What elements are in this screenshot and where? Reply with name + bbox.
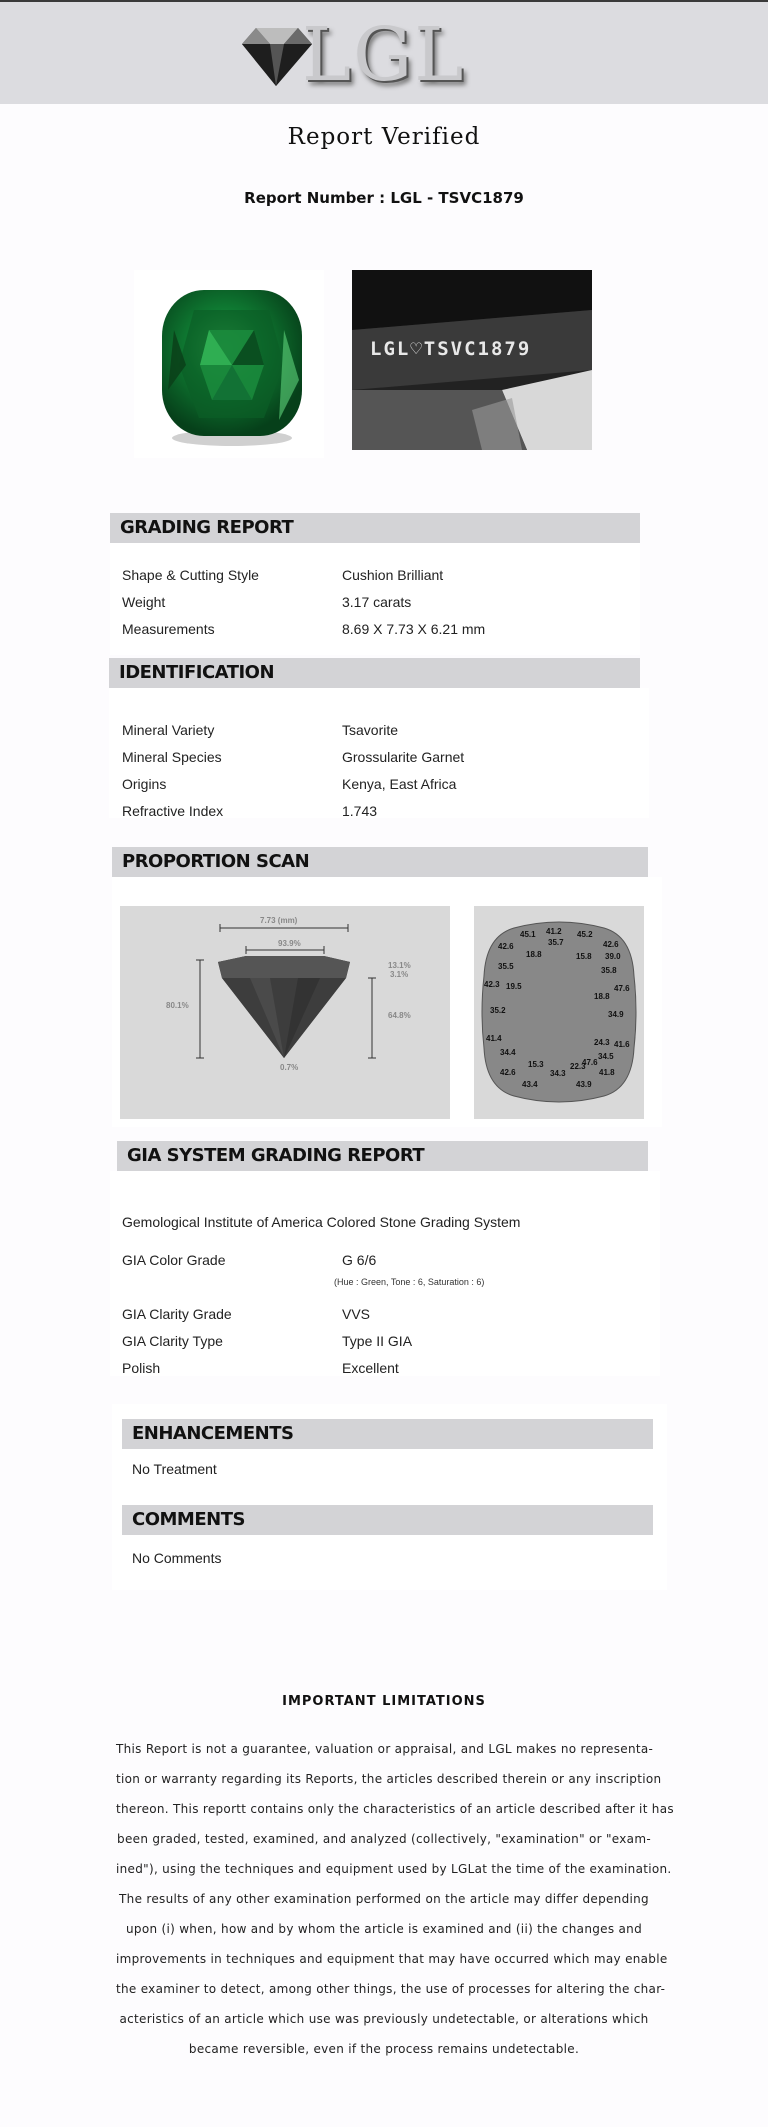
facet-value: 34.4	[500, 1048, 516, 1057]
row-value: 3.17 carats	[342, 594, 412, 610]
row-value: VVS	[342, 1306, 371, 1322]
table-label: 93.9%	[278, 939, 301, 948]
facet-value: 18.8	[526, 950, 542, 959]
row-label: GIA Clarity Type	[122, 1333, 223, 1349]
row-label: GIA Color Grade	[122, 1252, 226, 1268]
section-title: GRADING REPORT	[120, 517, 294, 538]
section-title: ENHANCEMENTS	[132, 1423, 294, 1444]
facet-value: 43.4	[522, 1080, 538, 1089]
facet-value: 15.3	[528, 1060, 544, 1069]
enhancements-header	[122, 1419, 653, 1449]
comments-header	[122, 1505, 653, 1535]
row-label: Origins	[122, 776, 167, 792]
facet-value: 45.2	[577, 930, 593, 939]
limitations-line: the examiner to detect, among other things, the use of processes for altering the char-	[116, 1982, 666, 1996]
facet-value: 42.6	[500, 1068, 516, 1077]
limitations-line: ined"), using the techniques and equipment used by LGLat the time of the examination.	[116, 1862, 672, 1876]
grading-report-header	[110, 513, 640, 543]
facet-value: 47.6	[614, 984, 630, 993]
facet-value: 35.7	[548, 938, 564, 947]
limitations-line: became reversible, even if the process remains undetectable.	[188, 2042, 580, 2056]
total-depth-label: 80.1%	[166, 1001, 189, 1010]
facet-value: 41.6	[614, 1040, 630, 1049]
row-label: Mineral Variety	[122, 722, 215, 738]
facet-value: 35.8	[601, 966, 617, 975]
facet-value: 47.6	[582, 1058, 598, 1067]
enhancements-value: No Treatment	[132, 1461, 217, 1477]
facet-value: 18.8	[594, 992, 610, 1001]
limitations-line: tion or warranty regarding its Reports, the articles described therein or any inscription	[116, 1772, 662, 1786]
facet-value: 41.4	[486, 1034, 502, 1043]
section-title: IDENTIFICATION	[119, 662, 275, 683]
row-label: Polish	[122, 1360, 161, 1376]
row-value: Excellent	[342, 1360, 399, 1376]
row-value: Kenya, East Africa	[342, 776, 457, 792]
facet-value: 34.5	[598, 1052, 614, 1061]
row-value: Type II GIA	[342, 1333, 413, 1349]
facet-value: 39.0	[605, 952, 621, 961]
crown-label-1: 13.1%	[388, 961, 411, 970]
limitations-heading: IMPORTANT LIMITATIONS	[282, 1694, 486, 1709]
section-title: PROPORTION SCAN	[122, 851, 310, 872]
facet-value: 41.8	[599, 1068, 615, 1077]
limitations-body	[116, 1734, 674, 2064]
limitations-line: This Report is not a guarantee, valuation or appraisal, and LGL makes no representa-	[116, 1742, 654, 1756]
facet-value: 43.9	[576, 1080, 592, 1089]
section-title: COMMENTS	[132, 1509, 245, 1530]
gemstone-photo	[134, 270, 324, 458]
limitations-line: improvements in techniques and equipment that may have occurred which may enable	[116, 1952, 668, 1966]
hue-note: (Hue : Green, Tone : 6, Saturation : 6)	[334, 1277, 485, 1287]
row-label: Mineral Species	[122, 749, 222, 765]
facet-value: 41.2	[546, 927, 562, 936]
page-title: Report Verified	[287, 124, 481, 150]
facet-value: 42.6	[603, 940, 619, 949]
facet-value: 19.5	[506, 982, 522, 991]
comments-value: No Comments	[132, 1550, 222, 1566]
row-label: Shape & Cutting Style	[122, 567, 259, 583]
row-label: GIA Clarity Grade	[122, 1306, 232, 1322]
facet-value: 35.5	[498, 962, 514, 971]
pavilion-label: 64.8%	[388, 1011, 411, 1020]
limitations-line: thereon. This reportt contains only the characteristics of an article described after it has	[116, 1802, 674, 1816]
facet-value: 15.8	[576, 952, 592, 961]
facet-value: 42.6	[498, 942, 514, 951]
top-view-diagram	[474, 906, 644, 1119]
crown-label-2: 3.1%	[390, 970, 409, 979]
facet-value: 34.3	[550, 1069, 566, 1078]
width-label: 7.73 (mm)	[260, 916, 298, 925]
facet-value: 34.9	[608, 1010, 624, 1019]
identification-header	[109, 658, 640, 688]
inscription-photo	[352, 270, 592, 450]
limitations-line: acteristics of an article which use was previously undetectable, or alterations which	[119, 2012, 649, 2026]
row-label: Refractive Index	[122, 803, 224, 819]
facet-value: 24.3	[594, 1038, 610, 1047]
profile-diagram	[120, 906, 450, 1119]
laser-inscription: LGL♡TSVC1879	[370, 338, 532, 360]
facet-value: 42.3	[484, 980, 500, 989]
culet-label: 0.7%	[280, 1063, 299, 1072]
report-number: Report Number : LGL - TSVC1879	[244, 189, 524, 207]
row-value: Cushion Brilliant	[342, 567, 444, 583]
gia-intro: Gemological Institute of America Colored Stone Grading System	[122, 1214, 521, 1230]
lgl-logo	[232, 12, 492, 98]
limitations-line: been graded, tested, examined, and analyzed (collectively, "examination" or "exam-	[117, 1832, 651, 1846]
row-value: Grossularite Garnet	[342, 749, 465, 765]
logo-text: LGL	[302, 12, 466, 98]
row-label: Measurements	[122, 621, 215, 637]
header-banner	[0, 2, 768, 104]
facet-value: 35.2	[490, 1006, 506, 1015]
row-label: Weight	[122, 594, 166, 610]
section-title: GIA SYSTEM GRADING REPORT	[127, 1145, 425, 1166]
row-value: 8.69 X 7.73 X 6.21 mm	[342, 621, 486, 637]
gia-report-header	[117, 1141, 648, 1171]
row-value: G 6/6	[342, 1252, 377, 1268]
facet-value: 45.1	[520, 930, 536, 939]
row-value: 1.743	[342, 803, 378, 819]
limitations-line: The results of any other examination performed on the article may differ depending	[119, 1892, 649, 1906]
proportion-scan-header	[112, 847, 648, 877]
row-value: Tsavorite	[342, 722, 399, 738]
facet-value: 22.3	[570, 1062, 586, 1071]
limitations-line: upon (i) when, how and by whom the article is examined and (ii) the changes and	[126, 1922, 642, 1936]
